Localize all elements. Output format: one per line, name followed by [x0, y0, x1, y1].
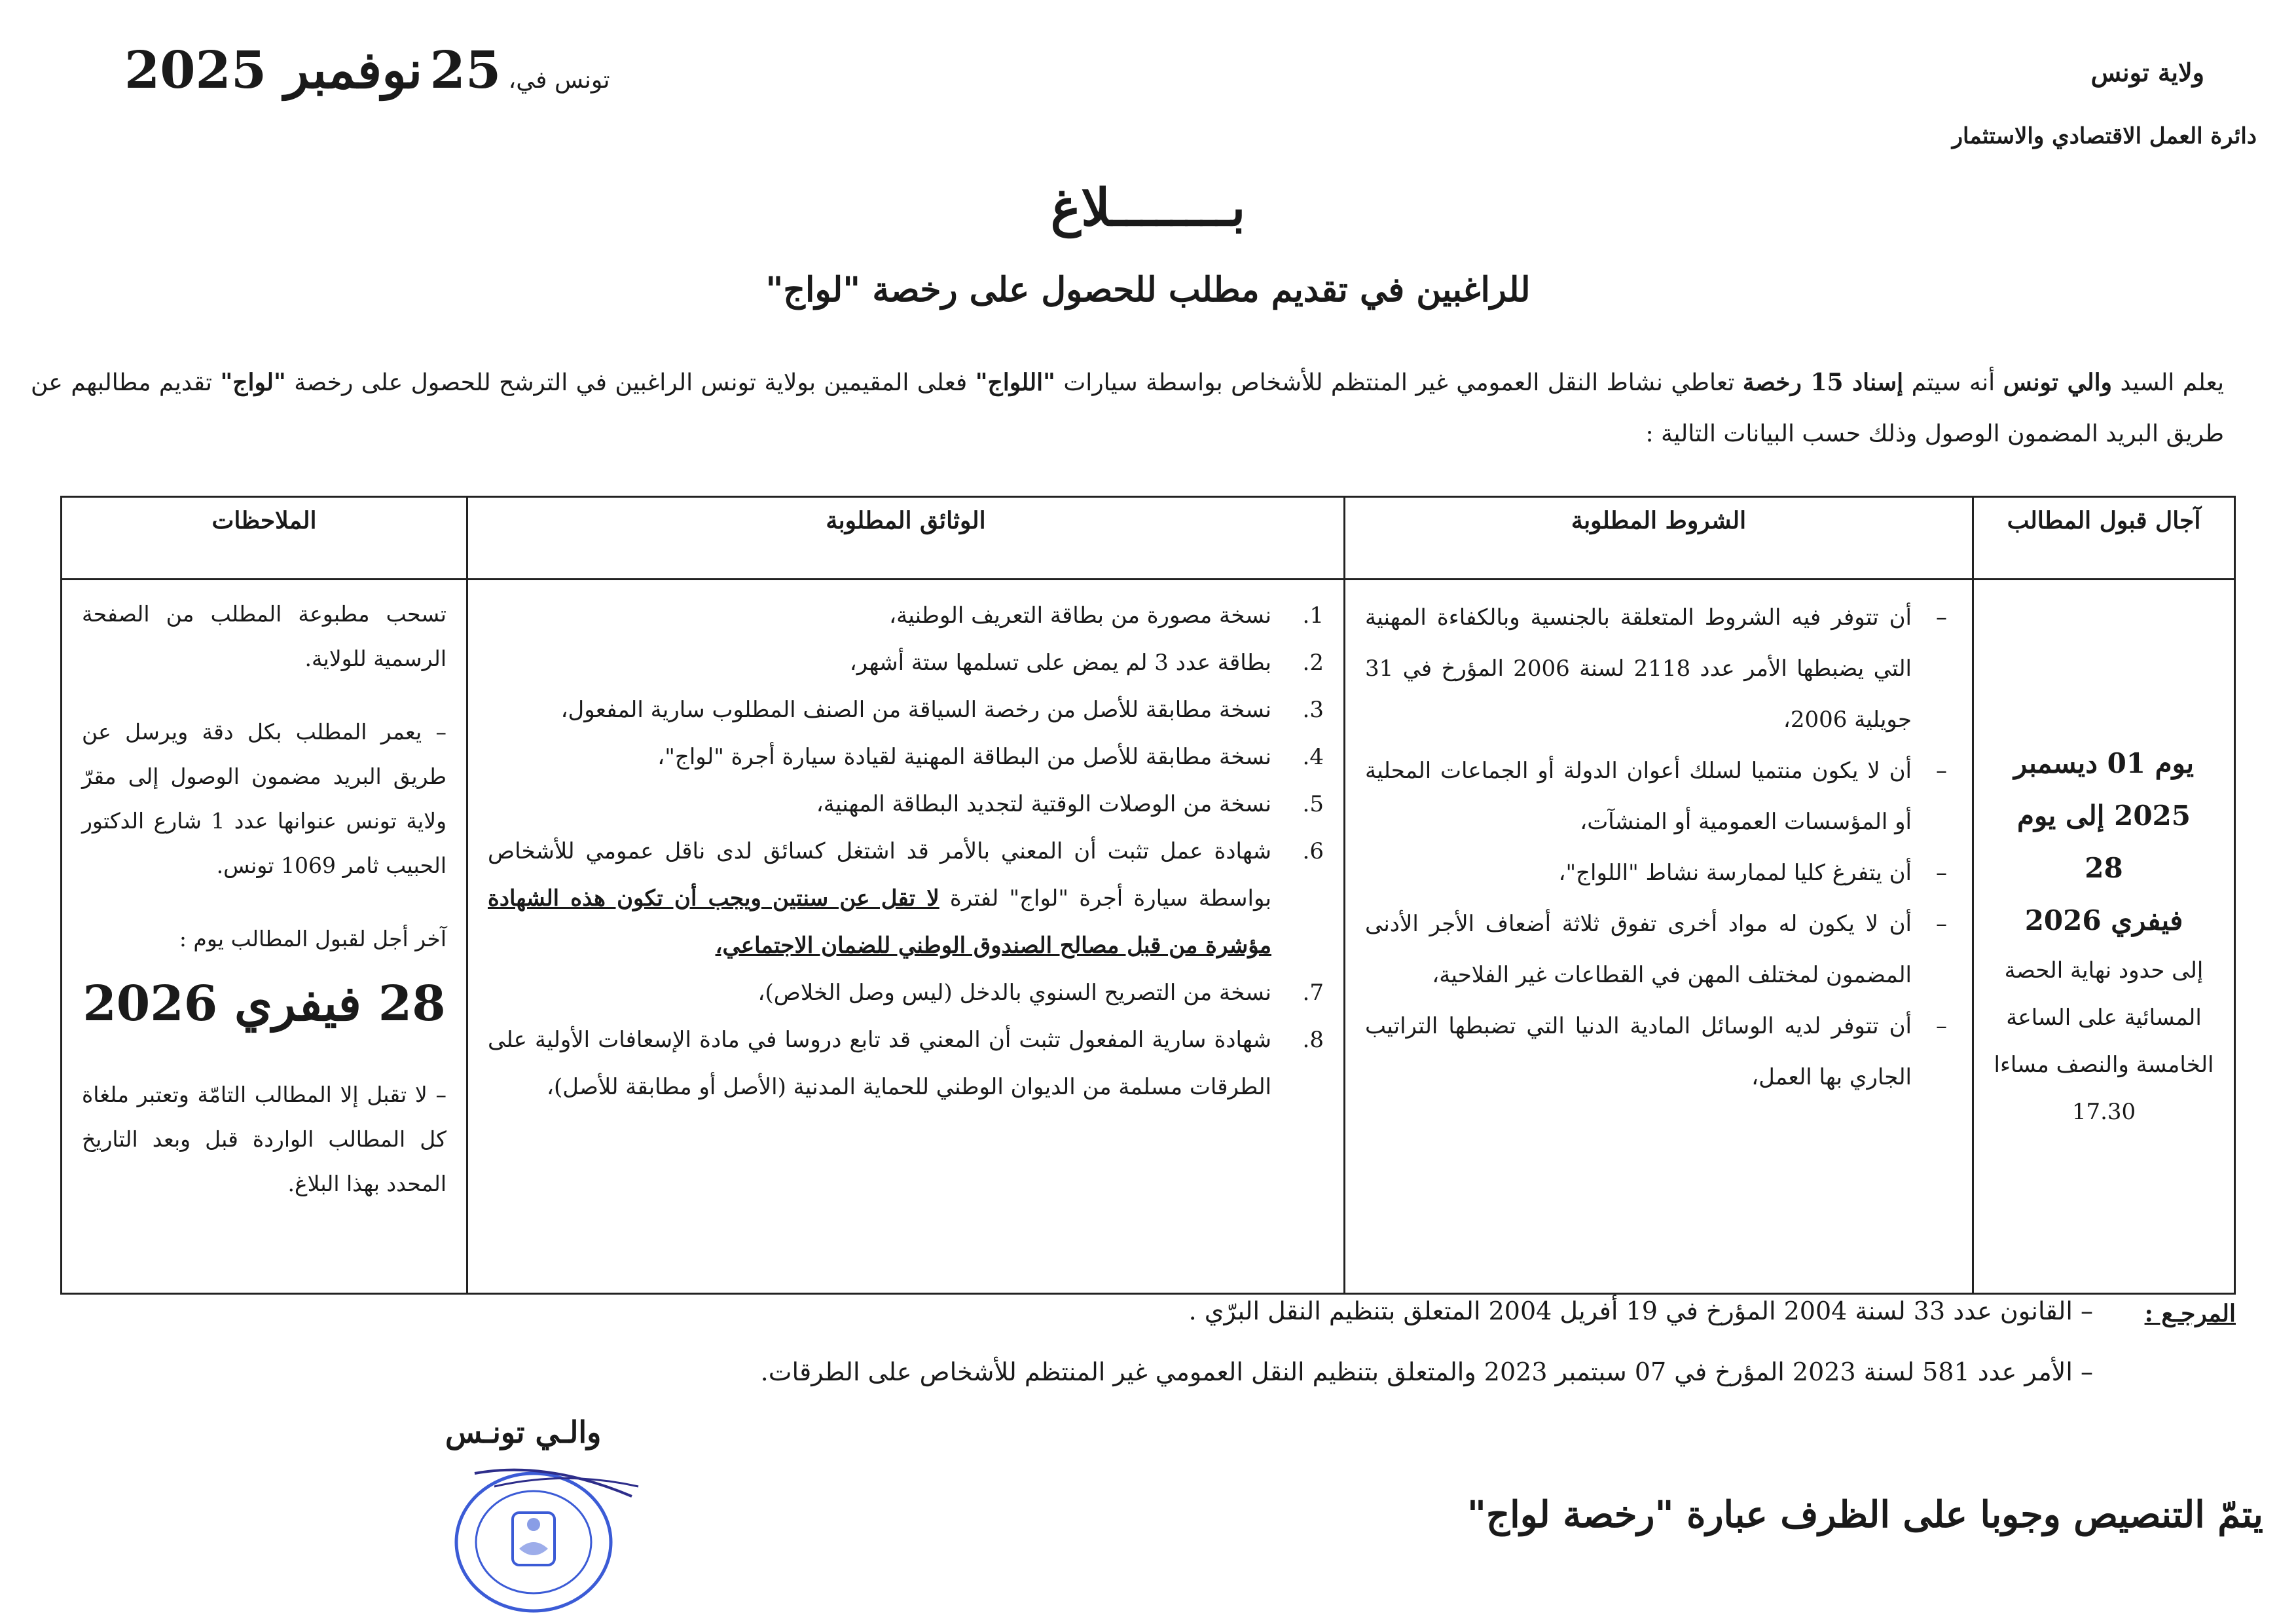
intro-louage: "اللواج" — [975, 369, 1055, 396]
item-text: بطاقة عدد 3 لم يمض على تسلمها ستة أشهر، — [849, 650, 1271, 676]
notes-cell — [62, 580, 467, 1294]
official-seal-icon — [435, 1447, 651, 1617]
note-paragraph: – لا تقبل إلا المطالب التامّة وتعتبر ملغاة كل المطالب الواردة قبل وبعد التاريخ المحدد بهذا البلاغ. — [82, 1082, 446, 1196]
note-paragraph: – يعمر المطلب بكل دقة ويرسل عن طريق البريد مضمون الوصول إلى مقرّ ولاية تونس عنوانها عدد 1 شارع الدكتور الحبيب ثامر 1069 تونس. — [82, 719, 446, 878]
list-item — [488, 686, 1324, 733]
item-text: نسخة من التصريح السنوي بالدخل (ليس وصل الخلاص)، — [757, 980, 1271, 1006]
item-text: شهادة سارية المفعول تثبت أن المعني قد تابع دروسا في مادة الإسعافات الأولية على الطرقات مسلمة من الديوان الوطني للحماية المدنية (الأصل أو مطابقة للأصل)، — [488, 1027, 1271, 1100]
governorate-name: ولاية تونس — [2090, 58, 2204, 87]
requirements-table — [60, 496, 2236, 1295]
intro-wali: والي تونس — [2003, 369, 2113, 396]
header-documents: الوثائق المطلوبة — [467, 497, 1345, 580]
intro-text: تقديم مطالبهم عن طريق البريد المضمون الوصول وذلك حسب البيانات التالية : — [31, 369, 2224, 447]
intro-louage: "لواج" — [220, 369, 286, 396]
list-item — [488, 828, 1324, 969]
deadline-cell — [1973, 580, 2235, 1294]
intro-text: أنه سيتم — [1903, 369, 2003, 396]
item-text: نسخة مطابقة للأصل من رخصة السياقة من الصنف المطلوب سارية المفعول، — [560, 697, 1271, 723]
final-deadline-date: 28 فيفري 2026 — [82, 976, 446, 1032]
note-paragraph: تسحب مطبوعة المطلب من الصفحة الرسمية للولاية. — [82, 601, 446, 671]
list-item: – أن لا يكون منتميا لسلك أعوان الدولة أو الجماعات المحلية أو المؤسسات العمومية أو المنشآت، — [1365, 745, 1952, 847]
reference-item: – القانون عدد 33 لسنة 2004 المؤرخ في 19 أفريل 2004 المتعلق بتنظيم النقل البرّي . — [1188, 1297, 2093, 1325]
documents-list — [488, 592, 1324, 1111]
deadline-date: فيفري 2026 — [2024, 904, 2183, 936]
header-notes: الملاحظات — [62, 497, 467, 580]
place-prefix: تونس في، — [508, 67, 610, 94]
item-number: 7. — [1302, 980, 1324, 1006]
deadline-date: 2025 إلى يوم 28 — [2016, 800, 2191, 884]
intro-text: تعاطي نشاط النقل العمومي غير المنتظم للأشخاص بواسطة سيارات — [1055, 369, 1743, 396]
page-title: بــــــــلاغ — [1050, 178, 1246, 238]
list-item — [488, 1016, 1324, 1111]
table-header-row — [62, 497, 2235, 580]
item-text: نسخة مصورة من بطاقة التعريف الوطنية، — [889, 602, 1271, 629]
page-subtitle: للراغبين في تقديم مطلب للحصول على رخصة "لواج" — [765, 270, 1531, 310]
intro-award: إسناد 15 رخصة — [1742, 369, 1904, 396]
item-number: 8. — [1302, 1027, 1324, 1053]
list-item — [488, 781, 1324, 828]
item-number: 1. — [1302, 602, 1324, 629]
intro-paragraph — [31, 357, 2224, 460]
list-item: – أن لا يكون له مواد أخرى تفوق ثلاثة أضعاف الأجر الأدنى المضمون لمختلف المهن في القطاعات غير الفلاحية، — [1365, 898, 1952, 1001]
list-item — [488, 733, 1324, 781]
signature-title: والـي تونـس — [445, 1414, 602, 1450]
header-deadline: آجال قبول المطالب — [1973, 497, 2235, 580]
item-number: 6. — [1302, 838, 1324, 864]
list-item — [488, 639, 1324, 686]
item-number: 2. — [1302, 650, 1324, 676]
seal-emblem-ship — [519, 1542, 548, 1555]
place-date — [124, 41, 610, 100]
table-row — [62, 580, 2235, 1294]
header-conditions: الشروط المطلوبة — [1345, 497, 1973, 580]
documents-cell — [467, 580, 1345, 1294]
seal-emblem-dot — [527, 1518, 540, 1531]
item-text: نسخة مطابقة للأصل من البطاقة المهنية لقيادة سيارة أجرة "لواج"، — [657, 744, 1271, 770]
list-item: – أن يتفرغ كليا لممارسة نشاط "اللواج"، — [1365, 847, 1952, 898]
envelope-note: يتمّ التنصيص وجوبا على الظرف عبارة "رخصة لواج" — [1467, 1493, 2263, 1536]
deadline-note: إلى حدود نهاية الحصة المسائية على الساعة الخامسة والنصف مساءا 17.30 — [1994, 957, 2214, 1125]
intro-text: يعلم السيد — [2112, 369, 2224, 396]
deadline-date: يوم 01 ديسمبر — [2013, 747, 2195, 779]
item-number: 3. — [1302, 697, 1324, 723]
item-text: شهادة عمل تثبت أن المعني بالأمر قد اشتغل كسائق لدى ناقل عمومي للأشخاص بواسطة سيارة أجرة "لواج" لفترة — [488, 838, 1271, 912]
item-number: 4. — [1302, 744, 1324, 770]
list-item — [488, 592, 1324, 639]
note-paragraph: آخر أجل لقبول المطالب يوم : — [179, 926, 446, 951]
references-label: المرجـع : — [2144, 1300, 2236, 1327]
date-day: 25 — [429, 41, 501, 100]
signature-stroke — [475, 1470, 632, 1496]
item-emphasis: لا تقل عن سنتين ويجب أن تكون هذه الشهادة مؤشرة من قبل مصالح الصندوق الوطني للضمان الاجتماعي، — [488, 885, 1271, 959]
intro-text: فعلى المقيمين بولاية تونس الراغبين في الترشح للحصول على رخصة — [285, 369, 975, 396]
list-item: – أن تتوفر لديه الوسائل المادية الدنيا التي تضبطها التراتيب الجاري بها العمل، — [1365, 1001, 1952, 1103]
item-text: نسخة من الوصلات الوقتية لتجديد البطاقة المهنية، — [816, 791, 1271, 817]
conditions-cell — [1345, 580, 1973, 1294]
list-item: – أن تتوفر فيه الشروط المتعلقة بالجنسية وبالكفاءة المهنية التي يضبطها الأمر عدد 2118 لسنة 2006 المؤرخ في 31 جويلية 2006، — [1365, 592, 1952, 745]
department-name: دائرة العمل الاقتصادي والاستثمار — [1952, 123, 2257, 149]
item-number: 5. — [1302, 791, 1324, 817]
list-item — [488, 969, 1324, 1016]
date-month-year: نوفمبر 2025 — [124, 41, 423, 100]
reference-item: – الأمر عدد 581 لسنة 2023 المؤرخ في 07 سبتمبر 2023 والمتعلق بتنظيم النقل العمومي غير المنتظم للأشخاص على الطرقات. — [760, 1357, 2093, 1386]
conditions-list — [1365, 592, 1952, 1103]
